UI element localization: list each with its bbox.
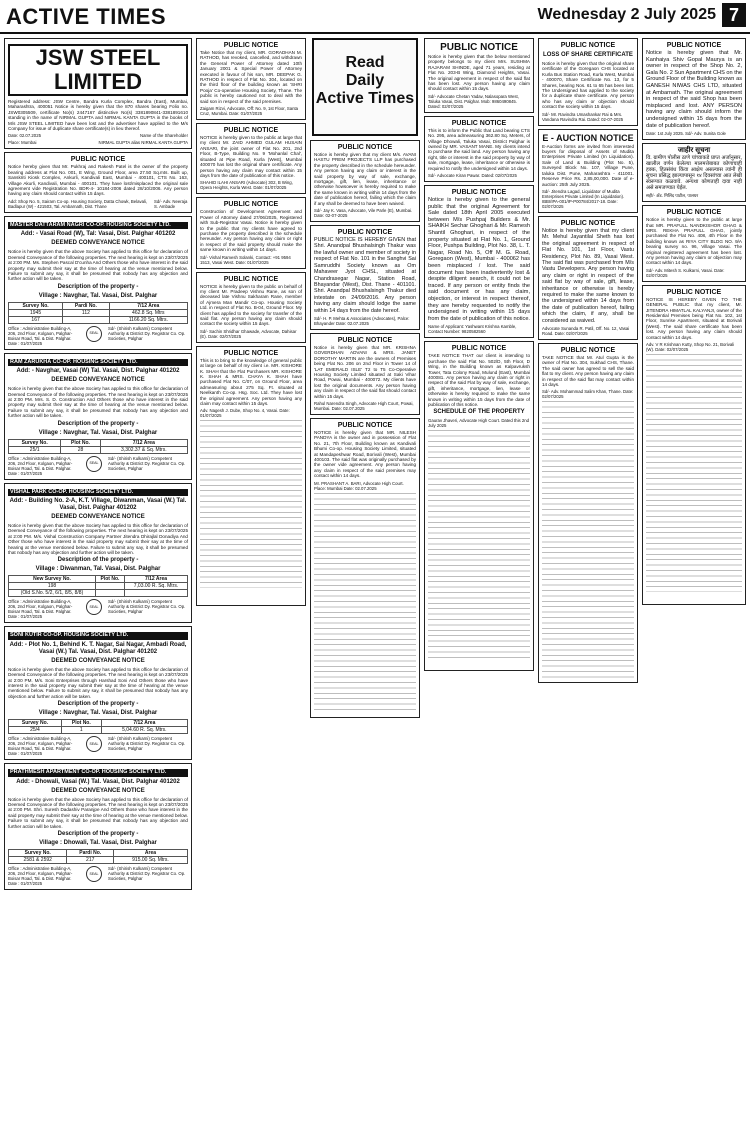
society-name: MASTER DATTARAM NAGRI CO-OP. HOUSING SOCIETY LTD.: [8, 222, 188, 229]
jsw-name-label: Name of the Shareholder: [139, 133, 188, 139]
notice-signature: Name of Applicant: Yashwant Krishna Kamble, Contact Number: 9820582560: [428, 324, 517, 335]
public-notice-1: [4, 152, 192, 212]
office-address: Office : Administrative Building-A, 206, 2nd Floor, Kolgaon, Palghar-Boisar Road, Tal. & Dist. Palghar. Date : 01/07/2025: [8, 866, 73, 887]
notice-heading: PUBLIC NOTICE: [223, 349, 279, 357]
society-address: Add: - Building No. 2-A, K.T. Village, Diwanman, Vasai (W.) Tal. Vasai, Dist. Palghar 401202: [9, 497, 187, 511]
notice-signature: Sd/- Adv. Neeraja S. Ambade: [154, 198, 188, 209]
seal-icon: SEAL: [86, 866, 102, 882]
notice-type: DEEMED CONVEYANCE NOTICE: [51, 513, 145, 520]
society-name: SONI KUTIR CO-OP. HOUSING SOCIETY LTD.: [8, 632, 188, 639]
public-notice: [196, 123, 306, 194]
notice-body: Construction of Development Agreement and Power of Attorney dated 27/06/2025, Registered with Sub-Registrar Vasai. Notice is hereby given to the public that my clients have agreed to purchase the property described in the schedule hereunder. Any person having any claim or right in respect of the said property should make the same known in writing within 14 days.: [200, 209, 302, 253]
society-name: RAM ZARUKHA CO-OP. HOUSING SOCIETY LTD.: [8, 359, 188, 366]
village: Village : Navghar, Tal. Vasai, Dist. Palghar: [38, 292, 158, 299]
seal-icon: SEAL: [86, 736, 102, 752]
property-desc-title: Description of the property -: [57, 420, 139, 427]
notice-signature: Sd/- Vishal Ramesh Solanki, Contact: +91 9594 1513, Vasai West. Date: 01/07/2025: [200, 254, 291, 265]
property-table: Survey No. Pardi No. 7/12 Area 1945 112 462.8 Sq. Mtrs 167 1166.20 Sq. Mtrs.: [8, 302, 188, 324]
property-table: New Survey No. Plot No. 7/12 Area 198 7,03.00 R. Sq. Mtrs. (Old S.No. 5/2, 6/1, 8/5, 8/8): [8, 575, 188, 597]
notice-body: Notice is hereby given to the public at large that MR. PRAFULL NANDKISHOR GHAG & MRS. REKHA PRAFULL GHAG, jointly purchased the Flat No. 408, 4th Floor in the building known as RIYA CITY BLDG NO. 9/A bearing survey no. 96, Village Vasai. The original registered agreement has been lost. Any person having any claim or objection may contact within 14 days.: [646, 217, 742, 266]
notice-body: Notice is hereby given that the below mentioned property belongs to my client Mrs. SUSHMA RAJARAM SHINDE, aged 71 years, residing at Flat No. 203-B Wing, Diamond Heights, Vasai. The original agreement in respect of the said flat has been lost. Any person having any claim should contact within 15 days.: [428, 54, 530, 92]
notice-signature: Sd/- Mr. Ravindra Umashankar Rai & Mrs. Vandana Ravindra Rai. Dated: 02-07-2025: [542, 111, 624, 122]
notice-body: Notice is hereby given that my client M/s. AVANI HASTU PREM PROJECTS LLP has purchased the property described in the schedule hereunder. Any person having any claim or interest in the said property by way of sale, exchange, mortgage, gift, lien, lease, inheritance or otherwise howsoever is hereby required to make the same known in writing within 14 days from the date of publication hereof, failing which the claim if any shall be deemed to have been waived.: [314, 152, 416, 206]
jsw-shareholder: NIRMAL GUPTA alias NIRMAL KANTA GUPTA: [98, 140, 188, 146]
public-notice: [196, 346, 306, 606]
public-notice: [424, 185, 534, 338]
notice-address: Add: Shop No. 5, Sairam Co-op. Housing Society, Datta Chowk, Belavali, Badlapur (W) - 421503, Tal. Ambarnath, Dist. Thane: [8, 198, 148, 209]
authority-signature: Sd/- (Shirish Kulkarni) Competent Authority & District Dy. Registrar Co. Op. Societies, Palghar: [108, 455, 186, 471]
table-row: (Old S.No. 5/2, 6/1, 8/5, 8/8): [9, 590, 188, 597]
deemed-conveyance-notice: [4, 763, 192, 890]
public-notice: [642, 285, 746, 605]
text-filler: [314, 491, 416, 711]
notice-body: वि. ग्रामीण पोलीस ठाणे यांच्याकडे प्राप्त अर्जानुसार, खालील वर्णन केलेल्या मालमत्तेबाबत कोणाचाही हक्क, हितसंबंध किंवा आक्षेप असल्यास त्यांनी ही सूचना प्रसिद्ध झाल्यापासून १४ दिवसांच्या आत लेखी स्वरूपात कळवावे. अन्यथा कोणताही दावा नाही असे समजण्यात येईल.: [646, 155, 742, 192]
notice-heading: PUBLIC NOTICE: [337, 229, 393, 237]
jsw-place: Place: Mumbai: [8, 140, 37, 146]
seal-icon: SEAL: [86, 326, 102, 342]
notice-heading: PUBLIC NOTICE: [451, 345, 507, 353]
notice-signature: Zaigam Rizvi, Advocate, Off: No. 9, 1st Floor, Santa Cruz, Mumbai. Date: 01/07/2025: [200, 106, 299, 117]
table-row: 2581 & 2592 217 915.00 Sq. Mtrs.: [9, 857, 188, 864]
authority-signature: Sd/- (Shirish Kulkarni) Competent Authority & District Dy. Registrar Co. Op. Societies, Palghar: [108, 736, 186, 752]
table-row: 198 7,03.00 R. Sq. Mtrs.: [9, 583, 188, 590]
notice-signature: Sd/- Jitendra Lagad, Liquidator of Mudita Enterprises Private Limited (In Liquidation). IBBI/IPA-001/IP-P00784/2017-18. Date: 02/07/2025: [542, 188, 625, 209]
jsw-body: Registered address: JSW Centre, Bandra Kurla Complex, Bandra (East), Mumbai, Maharashtra, 400051 Notice is hereby given that the 870 shares bearing Folio no. JSW0305509, certificate No(s) 2447167 distinctive No(s) 3381890841-3381891610 standing in the name of NIRMAL GUPTA and NIRMAL KANTA GUPTA in the books of M/s JSW STEEL LIMITED have been lost and the advertiser have applied to the M/s Company for issue of duplicate share certificate(s) in lieu thereof.: [8, 99, 188, 132]
notice-heading: PUBLIC NOTICE: [666, 288, 722, 296]
column-6: [642, 38, 746, 1144]
column-3: [310, 38, 420, 1144]
notice-heading: PUBLIC NOTICE: [451, 189, 507, 197]
table-row: 25/4 1 5,04.60 R. Sq. Mtrs.: [9, 727, 188, 734]
notice-signature: Sd/- Advocate Chetan Yadav, Nalasopara West, Taluka Vasai, Dist. Palghar. Mob: 9860490845. Dated: 02/07/2025: [428, 93, 519, 109]
notice-body: TAKE NOTICE that Mr. Atul Gupta is the owner of Flat No. 304, Sukhad CHS, Thane. The said owner has agreed to sell the said flat to my client. Any person having any claim in respect of the said flat may contact within 14 days.: [542, 355, 634, 388]
notice-body: Notice is hereby given that the above Society has applied to this office for declaration of Deemed Conveyance of the following properties. The next hearing is kept on 23/07/2025 at 2:00 PM. M/s. Soni Enterprises through Harshad Soni And Others those who have interest in the said property may submit their say at the time of hearing at the venue mentioned below. Failure to submit any say, it shall be presumed that nobody has any objection and further action will be taken.: [8, 666, 188, 699]
notice-heading: PUBLIC NOTICE: [223, 275, 279, 283]
seal-icon: SEAL: [86, 599, 102, 615]
property-desc-title: Description of the property -: [57, 283, 139, 290]
society-address: Add: - Dhowali, Vasai (W.) Tal. Vasai, Dist. Palghar 401202: [16, 778, 180, 785]
notice-signature: SHAHID ILAHI ANSARI (Advocate) 302, B Wing, Opera Heights, Kurla West. Date: 01/07/2025: [200, 180, 293, 191]
notice-body: NOTICE is hereby given that MR. NILESH PANDYA is the owner and in possession of Flat No. 21, 7th Floor, Building known as Kandivali Bhumi Co-op. Housing Society Limited, situated at Mandapeshwar Road, Borivali (West), Mumbai 400103. The said flat was originally purchased by the owner vide agreement. Any person having any claim in respect of the said premises may contact within 14 days.: [314, 430, 416, 479]
notice-body: Notice is hereby given that the above Society has applied to this office for declaration of Deemed Conveyance of the following properties. The next hearing is kept on 23/07/2025 at 2:00 PM. Mrs. S. D. Construction And Others those who have interest in the said property may submit their say at the time of hearing at the venue mentioned below. Failure to submit any say, it shall be presumed that nobody has any objection and further action will be taken.: [8, 386, 188, 419]
notice-heading: PUBLIC NOTICE: [223, 127, 279, 135]
notice-subheading: LOSS OF SHARE CERTIFICATE: [543, 52, 633, 58]
page-number: 7: [722, 3, 746, 27]
public-notice: [196, 38, 306, 120]
notice-signature: Sd/- Advocate Kiran Pawar. Dated: 02/07/2025: [428, 173, 517, 179]
notice-heading: E - AUCTION NOTICE: [542, 132, 634, 143]
public-notice: [310, 418, 420, 718]
notice-heading: PUBLIC NOTICE: [223, 201, 279, 209]
property-desc-title: Description of the property -: [57, 831, 139, 838]
notice-signature: Sd/- Adv. Mitesh S. Kulkarni, Vasai. Date: 02/07/2025: [646, 267, 725, 278]
read-daily-banner: Read Daily Active Times: [312, 38, 418, 136]
table-row: 167 1166.20 Sq. Mtrs.: [9, 316, 188, 323]
notice-body: Notice is hereby given that the above Society has applied to this office for declaration of Deemed Conveyance of the following properties. The next hearing is kept on 23/07/2025 at 2:00 PM. Shri. Suresh Dadashiv Paranjpe And Others those who have interest in the said property may submit their say at the time of hearing at the venue mentioned below. Failure to submit any say, it shall be presumed that nobody has any objection and further action will be taken.: [8, 796, 188, 829]
notice-body: Notice is hereby given to the general public that the original Agreement for Sale dated 18th April 2005 executed between M/s Pushpaj Builders & Mr. SHAIKH Sechar Ghoghari & Mr. Ramesh Shantil Ghoghari, in respect of the property situated at Flat No. 1, Ground Floor, Pushpa Building, Plot No. 38, L. T. Nagar, Road No. 5, Off M. G. Road, Goregaon (West), Mumbai - 400062 has been misplaced / lost. The said document has been inadvertently lost & despite diligent search, it could not be traced. If any person or entity finds the said document or has any claim, objection, or interest in respect thereof, they are hereby requested to notify the undersigned in writing within 15 days from the date of publication of this notice.: [428, 197, 530, 322]
notice-heading: PUBLIC NOTICE: [337, 144, 393, 151]
notice-body: PUBLIC NOTICE IS HEREBY GIVEN that Shri. Anandpal Bhushalsingh Thakur was the lawful owner and member of society in respect of Flat No. 101 in the Sanghvi Sai Samruddhi Society known as Om Mahaveer Jyot CHSL, situated at Chandrasegar Nagar, Station Road, Bhayandar (West), Dist. Thane - 401101. Shri. Anandpal Bhushalsingh Thakur died intestate on 24/09/2016. Any person having any claim should lodge the same within 14 days from the date hereof.: [314, 237, 416, 314]
village: Village : Navghar, Tal. Vasai, Dist. Palghar: [38, 710, 158, 717]
village: Village : Navghar, Tal. Vasai, Dist. Palghar: [38, 429, 158, 436]
notice-body: NOTICE IS HEREBY GIVEN TO THE GENERAL PUBLIC that my client, Mr. JITENDRA HIMATLAL KALYANJI, owner of the Residential Premises being Flat No. 102, 1st Floor, Sunrise Apartment, situated at Borivali (West). The said share certificate has been lost. Any person having any claim should contact within 14 days.: [646, 296, 742, 340]
public-notice: [196, 272, 306, 343]
notice-body: Notice hereby given that Mr. Pukhraj and Rakesh Patel is the owner of the property bearing address at Flat No. 001, E Wing, Ground Floor, area 27.50 Sq.mts. Built up, Sanskriti Kiosk Complex, Ankurli, Kandivali East, Mumbai - 400101, CTS No. 163, Village Akurli, Kandivali, Mumbai - 400101. They have lost/misplaced the original sale agreement vide Registration No. BDR-4- 10184-2006 dated 28/10/2006. Any person having any claim should contact within 15 days.: [8, 164, 188, 197]
jsw-title: JSW STEEL LIMITED: [8, 44, 188, 96]
property-table: Survey No. Pardi No. Area 2581 & 2592 217 915.00 Sq. Mtrs.: [8, 849, 188, 864]
public-notice: [538, 38, 638, 126]
public-notice: [642, 205, 746, 282]
table-row: 25/1 28 3,302.37 & Sq. Mtrs.: [9, 446, 188, 453]
notice-body: Notice is hereby given that the above Society has applied to this office for declaration of Deemed Conveyance of the following properties. The next hearing is kept on 23/07/2025 at 2:00 PM. M/s. Vishal Construction Company Partner Jitendra Dhirajlal Donadiya And Other those who have interest in the said property may submit their say at the time of hearing at the venue mentioned below. Failure to submit any say, it shall be presumed that nobody has any objection and further action will be taken.: [8, 522, 188, 555]
notice-heading: PUBLIC NOTICE: [451, 119, 507, 127]
office-address: Office : Administrative Building-A, 206, 2nd Floor, Kolgaon, Palghar-Boisar Road, Tal. & Dist. Palghar. Date : 01/07/2025: [8, 736, 73, 757]
notice-type: DEEMED CONVEYANCE NOTICE: [51, 787, 145, 794]
office-address: Office : Administrative Building-A, 206, 2nd Floor, Kolgaon, Palghar-Boisar Road, Tal. & Dist. Palghar. Date : 01/07/2025: [8, 599, 73, 620]
jsw-notice: [4, 38, 192, 149]
notice-body: TAKE NOTICE THAT our client is intending to purchase the said Flat No. 502/D, 5th Floor, D Wing, in the Building known as Kalpavruksh Tower, Tata Colony Road, Mulund (East), Mumbai 400081. Any person having any claim or right in respect of the said Flat by way of sale, exchange, gift, inheritance, mortgage, lien, lease or otherwise is hereby required to make the same known in writing within 15 days from the date of publication of this notice.: [428, 353, 530, 408]
notice-body: Notice is hereby given that the original share certificate of the Goregaon CHS located at Kurla Bus Station Road, Kurla West, Mumbai - 400070, Share Certificate No. 13, for 5 Shares, bearing Nos. 61 to 65 has been lost. The Undersigned has applied to the society for a duplicate share certificate. Any person who has any claim or objection should contact the society within 15 days.: [542, 61, 634, 110]
notice-body: NOTICE is hereby given to the public on behalf of my client Mr. Pradeep Vishnu Rane, as son of deceased late Vishnu Sakharam Rane, member of Ajmera Man Mandir Co-op. Housing Society Ltd. in respect of Flat No. B-04, Ground Floor. My client has applied to the society for transfer of the said flat. Any person having any claim should contact the society within 15 days.: [200, 283, 302, 327]
property-table: Survey No. Plot No. 7/12 Area 25/1 28 3,302.37 & Sq. Mtrs.: [8, 439, 188, 454]
notice-heading: PUBLIC NOTICE: [666, 42, 722, 49]
notice-heading: PUBLIC NOTICE: [440, 42, 518, 53]
public-notice: [196, 197, 306, 268]
authority-signature: Sd/- (Shirish Kulkarni) Competent Authority & District Dy. Registrar Co. Op. Societies, Palghar: [108, 599, 186, 615]
seal-icon: SEAL: [86, 456, 102, 472]
text-filler: [646, 352, 742, 592]
e-auction-notice: [538, 129, 638, 213]
society-address: Add: - Vasai Road (W), Tal: Vasai, Dist. Palghar 401202: [20, 231, 176, 238]
notice-signature: Adv. V R Krishnan Kutty, Shop No. 21, Borivali (W). Date: 02/07/2025: [646, 342, 735, 353]
notice-body: This is to inform the Public that Land bearing CTS No. 295, area admeasuring 362.80 Sq. Meters, of Village Dhowali, Taluka Vasai, District Palghar is owned by MR. VASANT MANE. My clients intend to purchase the said land. Any person having any right, title or interest in the said property by way of sale, mortgage, lease, inheritance or otherwise is required to notify the undersigned within 14 days.: [428, 127, 530, 171]
marathi-public-notice: [642, 143, 746, 202]
notice-signature: Adv. Nagesh J. Dube, Shop No. 4, Vasai. Date: 01/07/2025: [200, 408, 290, 419]
column-5: [538, 38, 638, 1144]
column-1: [4, 38, 192, 1144]
notice-signature: Rahul Narendra Singh, Advocate High Court, Powai, Mumbai. Date: 02.07.2025: [314, 401, 414, 411]
notice-type: DEEMED CONVEYANCE NOTICE: [51, 240, 145, 247]
notice-heading: PUBLIC NOTICE: [70, 156, 126, 164]
notice-heading: जाहीर सूचना: [677, 147, 711, 155]
schedule-title: SCHEDULE OF THE PROPERTY: [433, 409, 525, 416]
deemed-conveyance-notice: [4, 483, 192, 624]
public-notice: [424, 38, 534, 113]
notice-signature: Sd/- Sachin Shridhar Ghawade, Advocate, Dahisar (E). Date: 02/07/2025: [200, 328, 297, 339]
jsw-date: Date: 02.07.2025: [8, 133, 41, 139]
text-filler: [428, 428, 530, 658]
public-notice: [538, 216, 638, 340]
deemed-conveyance-notice: [4, 626, 192, 760]
notice-signature: Advocate Sunanda R. Patil, Off. No. 12, Vasai Road. Date: 02/07/2025: [542, 326, 630, 336]
notice-body: Notice is hereby given that MR. KRISHNA GOVERDHAN ADVANI & MRS. JANET DOROTHY MARTIN are the owners of Premises being Flat No. 206 on 2nd Floor in Tower 14 of 'LAT EMERALD ISLE' T2 to T5 Co-Operative Housing Society Limited situated at Saki Vihar Road, Powai, Mumbai - 400072. My clients have lost the original documents. Any person having any claim in respect of the said flat should contact within 15 days.: [314, 344, 416, 399]
issue-date: Wednesday 2 July 2025: [537, 6, 716, 23]
village: Village : Diwanman, Tal. Vasai, Dist. Palghar: [35, 566, 161, 573]
notice-signature: Sd/- H. P. Mehta & Associates (Advocates), Palce: Bhayander Date: 02.07.2025: [314, 315, 410, 326]
public-notice: [642, 38, 746, 140]
office-address: Office : Administrative Building-A, 206, 2nd Floor, Kolgaon, Palghar-Boisar Road, Tal. & Dist. Palghar. Date : 01/07/2025: [8, 455, 73, 476]
notice-heading: PUBLIC NOTICE: [560, 219, 616, 227]
public-notice: [310, 140, 420, 222]
notice-signature: Sd/- Jay K. Vasa, Advocate, Vile Parle (E), Mumbai. Date: 02-07-2025: [314, 208, 413, 219]
property-desc-title: Description of the property -: [57, 701, 139, 708]
public-notice: [310, 225, 420, 330]
office-address: Office : Administrative Building-A, 206, 2nd Floor, Kolgaon, Palghar-Boisar Road, Tal. & Dist. Palghar. Date : 01/07/2025: [8, 325, 73, 346]
society-address: Add: - Plot No. 1, Behind K. T. Nagar, Sai Nagar, Ambadi Road, Vasai (W.) Tal. Vasai, Dist. Palghar 401202: [9, 641, 187, 655]
notice-body: E-Auction forms are invited from interested buyers for disposal of Assets of Mudita Enterprises Private Limited (In Liquidation). Sale of Land & Building (Plot No. 5), Surveyed Block No. 107, Village Pune, taluka Dist. Pune, Maharashtra - 411001. Reserve Price Rs. 2,85,00,000. Date of e-auction: 25th July 2025.: [542, 143, 634, 187]
village: Village : Dhowali, Tal. Vasai, Dist. Palghar: [39, 840, 157, 847]
notice-body: This is to bring to the knowledge of general public at large on behalf of my client i.e. MR. KISHORE K. SHAH that the Flat Purchasers MR. KISHORE K. SHAH & MRS. CHAYA K. SHAH have purchased Flat No. C/07, on Ground Floor, area admeasuring about 275 Sq. Ft. situated at Neelkanth Co-op. Hsg. Soc. Ltd. They have lost the original agreement. Any person having any claim may contact within 15 days.: [200, 357, 302, 407]
notice-body: Notice is hereby given that the above Society has applied to this office for declaration of Deemed Conveyance of the following properties. The next hearing is kept on 23/07/2025 at 2:00 PM. Ms. Stephen Pascal D'cunha And Others those who have interest in the said property may submit their say at the time of hearing at the venue mentioned below. Failure to submit any say, it shall be presumed that nobody has any objection and further action will be taken.: [8, 249, 188, 282]
notice-body: Notice is hereby given that my client Mr. Mehul Jayantilal Sheth has lost the original agreement in respect of Flat No. 101, 1st Floor, Vastu Residency, Plot No. 89, Vasai West. The said flat was purchased from M/s Vastu Developers. Any person having any claim or right in respect of the said flat by way of sale, gift, lease, inheritance or otherwise is hereby required to make the same known to the undersigned within 14 days from the date of publication hereof, failing which the claim, if any, shall be considered as waived.: [542, 227, 634, 324]
table-row: 1945 112 462.8 Sq. Mtrs: [9, 309, 188, 316]
society-name: VISHAL PARK CO-OP. HOUSING SOCIETY LTD.: [8, 489, 188, 496]
notice-type: DEEMED CONVEYANCE NOTICE: [51, 657, 145, 664]
public-notice: [538, 343, 638, 683]
property-table: Survey No. Plot No. 7/12 Area 25/4 1 5,04.60 R. Sq. Mtrs.: [8, 719, 188, 734]
notice-signature: Gaurav Jhaveri, Advocate High Court. Dated this 2nd July 2025: [428, 418, 530, 429]
society-address: Add: - Navghar, Vasai (W) Tal. Vasai, Dist. Palghar 401202: [16, 368, 180, 375]
public-notice: [424, 341, 534, 671]
notice-heading: PUBLIC NOTICE: [337, 336, 393, 344]
notice-body: NOTICE is hereby given to the public at large that my client Mr. ZAID AHMED GULAM HUSAIN ANSARI, the joint owner of Flat No. 201, 2nd Floor, B-Type, Building No. 9 'Mohanlal Chal', situated at Pipe Road, Kurla (West), Mumbai 400070 has lost the original share certificate. Any person having any claim may contact within 15 days from the date of publication of this notice.: [200, 135, 302, 178]
public-notice: [424, 116, 534, 182]
notice-heading: PUBLIC NOTICE: [337, 422, 393, 429]
notice-heading: PUBLIC NOTICE: [666, 209, 722, 217]
notice-signature: Date: 1st July 2025. Sd/- Adv. Sunita Gole: [646, 131, 726, 137]
newspaper-name: ACTIVE TIMES: [6, 4, 167, 29]
notice-heading: PUBLIC NOTICE: [560, 347, 616, 354]
property-desc-title: Description of the property -: [57, 557, 139, 564]
deemed-conveyance-notice: [4, 216, 192, 350]
society-name: PRATHMESH APARTMENT CO-OP. HOUSING SOCIETY LTD.: [8, 769, 188, 776]
column-4: [424, 38, 534, 1144]
notice-signature: Mr. PRASHANT A. BARI, Advocate High Court. Place: Mumbai Date: 02.07.2025: [314, 480, 404, 491]
public-notice: [310, 333, 420, 415]
authority-signature: Sd/- (Shirish Kulkarni) Competent Authority & District Dy. Registrar Co. Op. Societies, Palghar: [108, 866, 186, 882]
column-2: [196, 38, 306, 1144]
notice-type: DEEMED CONVEYANCE NOTICE: [51, 377, 145, 384]
masthead: [0, 0, 750, 34]
notice-heading: PUBLIC NOTICE: [223, 42, 279, 49]
notice-body: Take Notice that my client, MR. GORADHAN M. RATHOD, has revoked, cancelled, and withdrawn the General Power of Attorney dated 10th January 2001 & Special Power of Attorney executed in favour of his son, MR. DEEPAK G. RATHOD in respect of Flat No. 304, located on the third floor of the building known as 'SHRI Pooja' Co-operative Housing Society, Thane. The public is hereby cautioned not to deal with the said son in respect of the said premises.: [200, 50, 302, 104]
notice-signature: Sd/- Adv. Mohammad Salim Khan, Thane. Date: 02/07/2025: [542, 389, 634, 400]
notice-heading: PUBLIC NOTICE: [560, 42, 616, 49]
deemed-conveyance-notice: [4, 353, 192, 480]
authority-signature: Sd/- (Shirish Kulkarni) Competent Authority & District Dy. Registrar Co. Op. Societies, Palghar: [108, 325, 186, 341]
text-filler: [542, 399, 634, 679]
text-filler: [200, 418, 302, 588]
notice-body: Notice is hereby given that Mr. Kanhaiya Shiv Gopal Maurya is an owner in respect of the Shop No. 2, Gala No. 2 Sun Apartment CHS on the Ground Floor of the Building known as GANESH NIWAS CHS LTD, situated at Ambarnath. The original agreement in respect of the said Shop has been misplaced and lost. ANY PERSON having any claim should inform the undersigned within 15 days from the date of publication hereof.: [646, 50, 742, 129]
notice-signature: सही/- ॲड. मिलिंद पाटील, पालघर: [646, 193, 699, 199]
